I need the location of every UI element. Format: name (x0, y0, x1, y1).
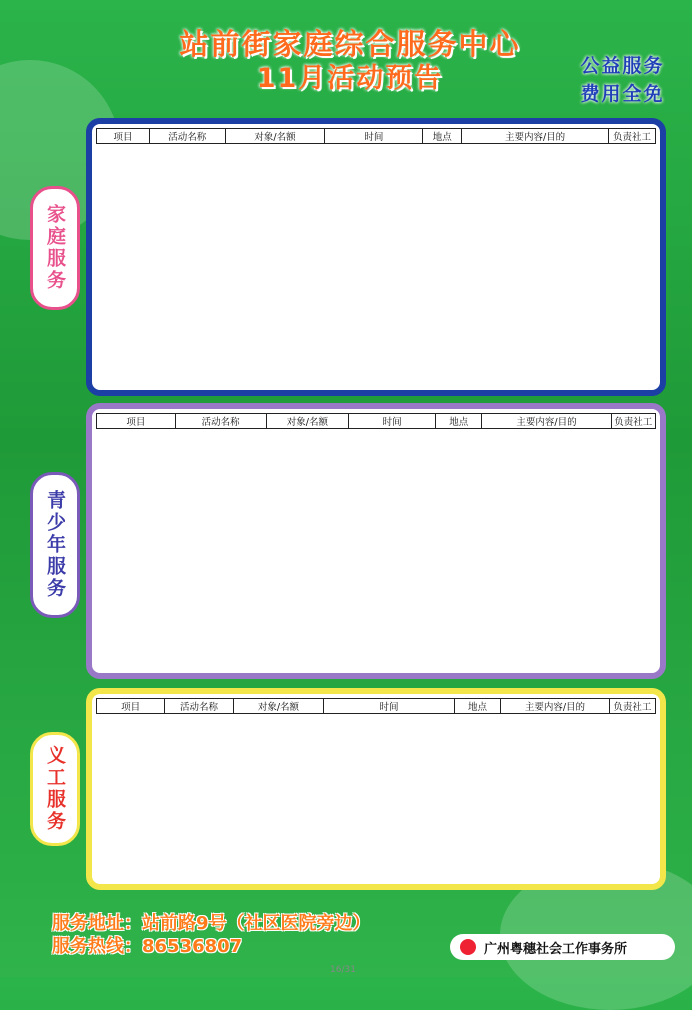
family-tag (30, 186, 80, 310)
col-header: 时间 (324, 699, 455, 714)
col-header: 活动名称 (150, 129, 225, 144)
organization-name: 广州粤穗社会工作事务所 (484, 941, 628, 957)
col-header: 主要内容/目的 (462, 129, 609, 144)
volunteer-panel (86, 688, 666, 890)
service-address: 服务地址：站前路9号（社区医院旁边） (52, 913, 371, 934)
col-header: 时间 (325, 129, 423, 144)
col-header: 对象/名额 (233, 699, 323, 714)
col-header: 地点 (454, 699, 500, 714)
service-hotline: 服务热线：86536807 (52, 936, 243, 957)
footer-info (52, 912, 371, 958)
table-header-row (97, 414, 656, 429)
col-header: 地点 (423, 129, 462, 144)
youth-tag (30, 472, 80, 618)
col-header: 项目 (97, 129, 150, 144)
organization-logo-icon (460, 939, 476, 955)
youth-panel (86, 403, 666, 679)
col-header: 主要内容/目的 (482, 414, 611, 429)
title-line-1: 站前街家庭综合服务中心 (179, 27, 521, 61)
family-table (96, 128, 656, 144)
col-header: 项目 (97, 699, 165, 714)
organization-badge (450, 934, 675, 960)
table-header-row (97, 699, 656, 714)
col-header: 主要内容/目的 (501, 699, 610, 714)
col-header: 项目 (97, 414, 176, 429)
title-line-2: 11月活动预告 (256, 63, 444, 94)
col-header: 对象/名额 (225, 129, 325, 144)
col-header: 负责社工 (611, 414, 655, 429)
volunteer-table (96, 698, 656, 714)
youth-table (96, 413, 656, 429)
col-header: 地点 (436, 414, 482, 429)
col-header: 负责社工 (609, 129, 656, 144)
col-header: 负责社工 (609, 699, 655, 714)
volunteer-tag-text: 义工服务 (44, 745, 66, 833)
volunteer-tag (30, 732, 80, 846)
col-header: 时间 (349, 414, 436, 429)
free-line-2: 费用全免 (580, 83, 665, 105)
col-header: 对象/名额 (266, 414, 349, 429)
col-header: 活动名称 (165, 699, 233, 714)
table-header-row (97, 129, 656, 144)
family-panel (86, 118, 666, 396)
page-title (150, 26, 550, 96)
free-line-1: 公益服务 (580, 55, 665, 77)
free-service-note (560, 52, 685, 108)
col-header: 活动名称 (175, 414, 266, 429)
youth-tag-text: 青少年服务 (44, 490, 66, 600)
family-tag-text: 家庭服务 (44, 204, 66, 292)
page-number: 16/31 (330, 965, 356, 975)
